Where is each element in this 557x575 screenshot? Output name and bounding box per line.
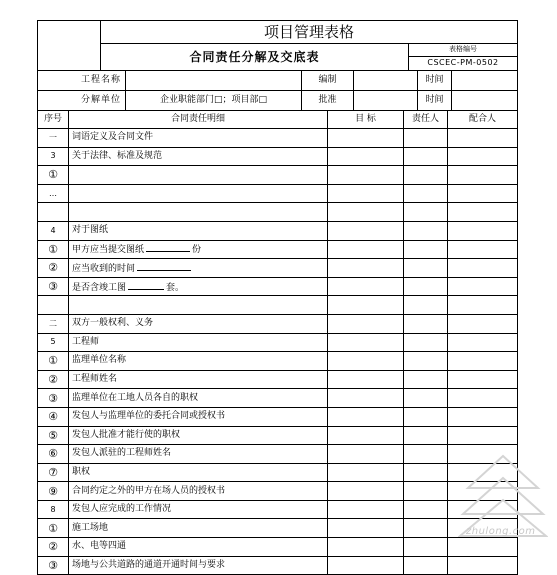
approve-label: 批准: [302, 91, 354, 111]
col-responsible-header: 责任人: [404, 111, 448, 129]
responsible-cell[interactable]: [404, 333, 448, 352]
row-detail: [69, 184, 328, 203]
target-cell[interactable]: [328, 426, 404, 445]
time-label-2: 时间: [418, 91, 452, 111]
table-row: [38, 556, 518, 575]
row-detail-text: 应当收到的时间: [72, 263, 136, 274]
fill-in-blank[interactable]: [137, 262, 191, 271]
responsibility-form: [37, 20, 517, 575]
cooperator-cell[interactable]: [448, 352, 518, 371]
row-number: ①: [38, 352, 69, 371]
row-detail: [69, 445, 328, 464]
table-row: [38, 482, 518, 501]
row-detail: [69, 556, 328, 575]
target-cell[interactable]: [328, 389, 404, 408]
target-cell[interactable]: [328, 445, 404, 464]
row-number: ⑥: [38, 445, 69, 464]
cooperator-cell[interactable]: [448, 221, 518, 240]
target-cell[interactable]: [328, 259, 404, 278]
table-row: [38, 463, 518, 482]
row-number: 一: [38, 129, 69, 148]
target-cell[interactable]: [328, 277, 404, 296]
row-detail-text: 发包人应完成的工作情况: [72, 504, 172, 515]
table-row: [38, 538, 518, 557]
row-number: ④: [38, 407, 69, 426]
responsible-cell[interactable]: [404, 445, 448, 464]
row-detail: [69, 147, 328, 166]
row-number: ①: [38, 519, 69, 538]
row-number: 5: [38, 333, 69, 352]
row-number: ③: [38, 556, 69, 575]
row-detail-text: 甲方应当提交图纸: [72, 245, 145, 256]
info-section: [37, 70, 518, 111]
row-detail-text: 对于图纸: [72, 225, 109, 236]
target-cell[interactable]: [328, 166, 404, 185]
table-row: [38, 129, 518, 148]
row-detail-text: 水、电等四通: [72, 541, 127, 552]
row-number: 4: [38, 221, 69, 240]
target-cell[interactable]: [328, 370, 404, 389]
row-detail-text: 双方一般权利、义务: [72, 318, 154, 329]
target-cell[interactable]: [328, 203, 404, 222]
cooperator-cell[interactable]: [448, 556, 518, 575]
responsible-cell[interactable]: [404, 500, 448, 519]
approve-value[interactable]: [354, 91, 418, 111]
row-detail: [69, 203, 328, 222]
responsible-cell[interactable]: [404, 240, 448, 259]
row-number: ⑨: [38, 482, 69, 501]
row-number: 3: [38, 147, 69, 166]
col-detail-header: 合同责任明细: [69, 111, 328, 129]
row-detail: [69, 221, 328, 240]
responsibility-table: [37, 110, 518, 575]
responsible-cell[interactable]: [404, 314, 448, 333]
header-blank-cell: [38, 21, 101, 71]
target-cell[interactable]: [328, 463, 404, 482]
row-detail-text: 职权: [72, 466, 91, 477]
row-detail-text: 发包人派驻的工程师姓名: [72, 448, 172, 459]
row-number: …: [38, 184, 69, 203]
table-row: [38, 407, 518, 426]
decompose-unit-label: 分解单位: [38, 91, 126, 111]
responsible-cell[interactable]: [404, 482, 448, 501]
row-number: ⑤: [38, 426, 69, 445]
table-row: [38, 370, 518, 389]
table-row: [38, 240, 518, 259]
row-detail-text: 工程师姓名: [72, 374, 118, 385]
responsible-cell[interactable]: [404, 538, 448, 557]
cooperator-cell[interactable]: [448, 314, 518, 333]
target-cell[interactable]: [328, 482, 404, 501]
form-title: 项目管理表格: [101, 21, 518, 44]
row-detail: [69, 277, 328, 296]
row-detail: [69, 407, 328, 426]
responsible-cell[interactable]: [404, 203, 448, 222]
row-detail: [69, 426, 328, 445]
target-cell[interactable]: [328, 556, 404, 575]
cooperator-cell[interactable]: [448, 147, 518, 166]
row-detail: [69, 538, 328, 557]
col-no-header: 序号: [38, 111, 69, 129]
table-row: [38, 314, 518, 333]
time-value-2[interactable]: [452, 91, 518, 111]
cooperator-cell[interactable]: [448, 184, 518, 203]
row-detail: [69, 519, 328, 538]
row-detail-text: 工程师: [72, 336, 100, 347]
compile-label: 编制: [302, 71, 354, 91]
target-cell[interactable]: [328, 240, 404, 259]
target-cell[interactable]: [328, 147, 404, 166]
row-detail: [69, 352, 328, 371]
form-code-value: CSCEC-PM-0502: [409, 56, 518, 70]
row-number: ①: [38, 240, 69, 259]
time-value-1[interactable]: [452, 71, 518, 91]
row-detail: [69, 166, 328, 185]
table-row: [38, 259, 518, 278]
row-number: [38, 296, 69, 315]
row-number: ①: [38, 166, 69, 185]
responsible-cell[interactable]: [404, 407, 448, 426]
responsible-cell[interactable]: [404, 129, 448, 148]
target-cell[interactable]: [328, 129, 404, 148]
cooperator-cell[interactable]: [448, 407, 518, 426]
cooperator-cell[interactable]: [448, 426, 518, 445]
row-detail: [69, 314, 328, 333]
responsible-cell[interactable]: [404, 277, 448, 296]
row-detail-text: 发包人批准才能行使的职权: [72, 429, 181, 440]
target-cell[interactable]: [328, 519, 404, 538]
row-detail-suffix: 套。: [166, 282, 185, 293]
target-cell[interactable]: [328, 500, 404, 519]
row-number: 二: [38, 314, 69, 333]
responsible-cell[interactable]: [404, 389, 448, 408]
cooperator-cell[interactable]: [448, 389, 518, 408]
row-detail: [69, 482, 328, 501]
row-number: [38, 203, 69, 222]
cooperator-cell[interactable]: [448, 277, 518, 296]
row-detail-text: 词语定义及合同文件: [72, 132, 154, 143]
responsible-cell[interactable]: [404, 296, 448, 315]
row-detail: [69, 389, 328, 408]
row-number: ③: [38, 277, 69, 296]
responsible-cell[interactable]: [404, 352, 448, 371]
table-row: [38, 426, 518, 445]
row-detail-text: 监理单位在工地人员各自的职权: [72, 392, 199, 403]
target-cell[interactable]: [328, 352, 404, 371]
row-detail-suffix: 份: [192, 245, 202, 256]
row-detail: [69, 240, 328, 259]
table-row: [38, 445, 518, 464]
col-target-header: 目 标: [328, 111, 404, 129]
row-detail-text: 发包人与监理单位的委托合同或授权书: [72, 411, 226, 422]
row-number: ②: [38, 370, 69, 389]
table-row: [38, 184, 518, 203]
responsible-cell[interactable]: [404, 147, 448, 166]
responsible-cell[interactable]: [404, 166, 448, 185]
row-detail-text: 关于法律、标准及规范: [72, 150, 163, 161]
row-detail-text: 合同约定之外的甲方在场人员的授权书: [72, 485, 226, 496]
row-detail-text: 施工场地: [72, 522, 109, 533]
table-row: [38, 277, 518, 296]
row-number: ③: [38, 389, 69, 408]
row-detail: [69, 463, 328, 482]
row-number: 8: [38, 500, 69, 519]
table-row: [38, 333, 518, 352]
fill-in-blank[interactable]: [128, 281, 164, 290]
target-cell[interactable]: [328, 407, 404, 426]
row-number: ⑦: [38, 463, 69, 482]
responsible-cell[interactable]: [404, 259, 448, 278]
form-subtitle: 合同责任分解及交底表: [101, 44, 409, 71]
row-detail: [69, 333, 328, 352]
row-detail: [69, 500, 328, 519]
time-label-1: 时间: [418, 71, 452, 91]
responsible-cell[interactable]: [404, 519, 448, 538]
table-row: [38, 203, 518, 222]
target-cell[interactable]: [328, 333, 404, 352]
dept-checkbox-text[interactable]: 企业职能部门□；项目部□: [126, 91, 302, 111]
table-row: [38, 221, 518, 240]
row-detail-text: 是否含竣工图: [72, 282, 127, 293]
watermark-text: zhulong.com: [466, 526, 536, 537]
target-cell[interactable]: [328, 296, 404, 315]
target-cell[interactable]: [328, 184, 404, 203]
cooperator-cell[interactable]: [448, 296, 518, 315]
cooperator-cell[interactable]: [448, 240, 518, 259]
responsible-cell[interactable]: [404, 221, 448, 240]
responsible-cell[interactable]: [404, 463, 448, 482]
row-detail: [69, 259, 328, 278]
responsible-cell[interactable]: [404, 426, 448, 445]
table-row: [38, 147, 518, 166]
responsible-cell[interactable]: [404, 184, 448, 203]
target-cell[interactable]: [328, 538, 404, 557]
fill-in-blank[interactable]: [146, 243, 190, 252]
cooperator-cell[interactable]: [448, 166, 518, 185]
row-detail: [69, 370, 328, 389]
cooperator-cell[interactable]: [448, 370, 518, 389]
row-number: ②: [38, 538, 69, 557]
cooperator-cell[interactable]: [448, 129, 518, 148]
table-row: [38, 500, 518, 519]
row-number: ②: [38, 259, 69, 278]
table-row: [38, 166, 518, 185]
table-row: [38, 389, 518, 408]
form-header: [37, 20, 518, 71]
cooperator-cell[interactable]: [448, 203, 518, 222]
project-name-label: 工程名称: [38, 71, 126, 91]
row-detail: [69, 296, 328, 315]
responsible-cell[interactable]: [404, 370, 448, 389]
cooperator-cell[interactable]: [448, 259, 518, 278]
table-row: [38, 519, 518, 538]
table-row: [38, 296, 518, 315]
project-name-value[interactable]: [126, 71, 302, 91]
cooperator-cell[interactable]: [448, 333, 518, 352]
col-cooperator-header: 配合人: [448, 111, 518, 129]
row-detail: [69, 129, 328, 148]
table-row: [38, 352, 518, 371]
target-cell[interactable]: [328, 314, 404, 333]
form-code-label: 表格编号: [409, 44, 518, 57]
responsible-cell[interactable]: [404, 556, 448, 575]
target-cell[interactable]: [328, 221, 404, 240]
compile-value[interactable]: [354, 71, 418, 91]
row-detail-text: 场地与公共道路的通道开通时间与要求: [72, 559, 226, 570]
row-detail-text: 监理单位名称: [72, 355, 127, 366]
